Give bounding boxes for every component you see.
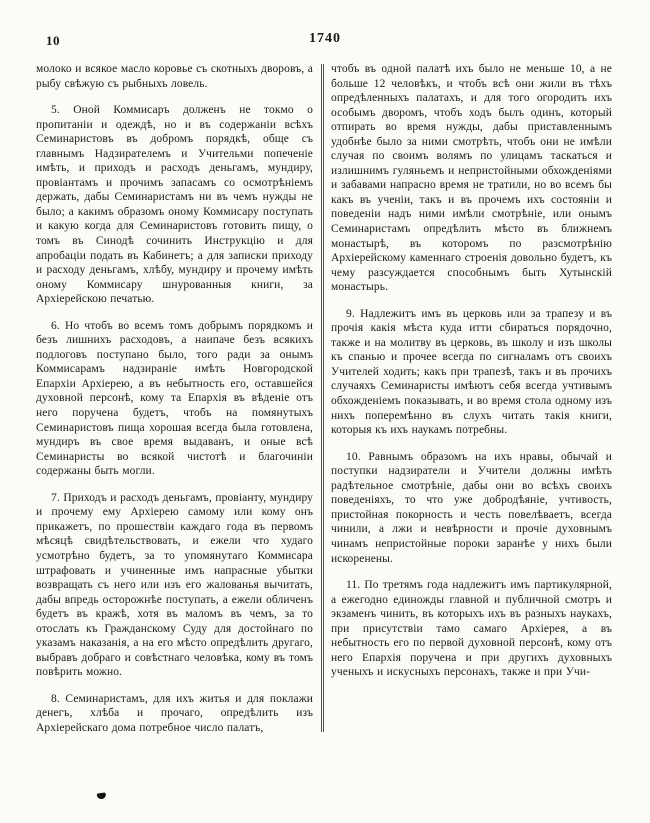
left-column [36,62,313,736]
column-divider-rule [321,64,324,732]
right-column [331,62,612,680]
paragraph-8-continuation: чтобъ въ одной палатѣ ихъ было не меньше 10, а не больше 12 человѣкъ, и чтобъ всѣ они жили въ тѣхъ опредѣленныхъ палатахъ, и для того огородить ихъ особымъ дворомъ, чтобъ ходъ былъ одинъ, который отпирать во время нужды, дабы приставленнымъ удобнѣе было за ними смотрѣть, чтобъ они не имѣли случая по своимъ волямъ по улицамъ таскаться и излишнимъ гуляньемъ и непристойными обхожденіями и забавами напрасно время не тратили, но во всемъ бы какъ въ ученіи, такъ и въ прочемъ ихъ состояніи и поведеніи надъ ними имѣли смотрѣніе, или онымъ Семинаристамъ опредѣлить мѣсто въ ближнемъ монастырѣ, въ которомъ по разсмотрѣнію Архіерейскому каменнаго строенія довольно будетъ, къ чему разсуждается способнымъ быть Хутынскій монастырь. [331,63,612,294]
paragraph-6: 6. Но чтобъ во всемъ томъ добрымъ порядкомъ и безъ лишнихъ расходовъ, а наипаче безъ всякихъ подлоговъ поступано было, того ради за онымъ Коммисарамъ надзираніе имѣть Новгородской Епархіи Архіерею, а въ небытность его, оставшейся духовной персонѣ, кому та Епархія въ вѣденіе отъ него поручена будетъ, чтобъ на помянутыхъ Семинаристовъ пища хорошая всегда была готовлена, мундиръ въ свое время выдаванъ, и оные всѣ Семинаристы во всякой чистотѣ и благочиніи содержаны быть могли. [36,319,313,478]
paragraph-5: 5. Оной Коммисаръ долженъ не токмо о пропитаніи и одеждѣ, но и въ содержаніи всѣхъ Семинаристовъ въ добромъ порядкѣ, обще съ главнымъ Надзирателемъ и Учительми попеченіе имѣть, и приходъ и расходъ деньгамъ, мундиру, провіантамъ и прочимъ запасамъ со осмотрѣніемъ держать, дабы Семинаристамъ ни въ чемъ нужды не было; а какимъ образомъ оному Коммисару поступать и какую когда для Семинаристовъ готовить пищу, о томъ въ Синодѣ сочинить Инструкцію и для апробаціи подать въ Кабинетъ; а для записки приходу и расходу деньгамъ, хлѣбу, мундиру и прочему имѣть оному Коммисару шнурованныя книги, за Архіерейскою печатью. [36,104,313,306]
page-number: 10 [46,33,60,48]
ink-blot-ornament [97,792,107,799]
paragraph-9: 9. Надлежитъ имъ въ церковь или за трапезу и въ прочія какія мѣста куда итти сбираться порядочно, также и на молитву въ церковь, въ школу и изъ школы къ спанью и прочее всегда по сигналамъ отъ своихъ Учителей ходить; какъ при трапезѣ, такъ и въ прочихъ случаяхъ Семинаристы имѣютъ себя всегда учтивымъ обхожденіемъ показывать, и во время стола одному изъ нихъ поперемѣнно въ слухъ читать такія книги, которыя къ ихъ наукамъ потребны. [331,307,612,437]
paragraph-8: 8. Семинаристамъ, для ихъ житья и для поклажи денегъ, хлѣба и прочаго, опредѣлить изъ Архіерейскаго дома потребное число палатъ, [36,692,313,734]
year-heading: 1740 [309,31,341,46]
paragraph-11: 11. По третямъ года надлежитъ имъ партикулярной, а ежегодно единожды главной и публичной смотръ и экзаменъ чинить, въ которыхъ ихъ въ разныхъ наукахъ, при присутствіи тамо самаго Архіерея, а въ небытность его по первой духовной персонѣ, кому отъ него Епархія поручена и при другихъ духовныхъ ученыхъ и искусныхъ персонахъ, также и при Учи- [331,579,612,679]
text-columns [36,62,612,736]
paragraph-continuation: молоко и всякое масло коровье съ скотныхъ дворовъ, а рыбу свѣжую съ рыбныхъ ловель. [36,63,313,90]
paragraph-10: 10. Равнымъ образомъ на ихъ нравы, обычай и поступки надзиратели и Учители должны имѣть радѣтельное смотрѣніе, дабы они во всѣхъ своихъ поведеніяхъ, то что уже добродѣяніе, учтивость, пристойная покорность и честь повелѣваетъ, всегда чинили, а лжи и невѣрности и прочіе духовнымъ чинамъ непристойные пороки заранѣе у нихъ были искоренены. [331,450,612,565]
paragraph-7: 7. Приходъ и расходъ деньгамъ, провіанту, мундиру и прочему ему Архіерею самому или кому онъ прикажетъ, по прошествіи каждаго года въ первомъ мѣсяцѣ свидѣтельствовать, и ежели что худаго усмотрѣно будетъ, за то упомянутаго Коммисара штрафовать и учиненные имъ напрасные убытки возвращать съ него или изъ его жалованья вычитать, дабы впредь осторожнѣе поступать, а ежели обличенъ будетъ въ кражѣ, хотя въ маломъ въ чемъ, за то отослать къ Гражданскому Суду для достойнаго по указамъ наказанія, а на его мѣсто опредѣлить другаго, выбравъ добраго и совѣстнаго человѣка, кому въ томъ повѣрить можно. [36,491,313,679]
